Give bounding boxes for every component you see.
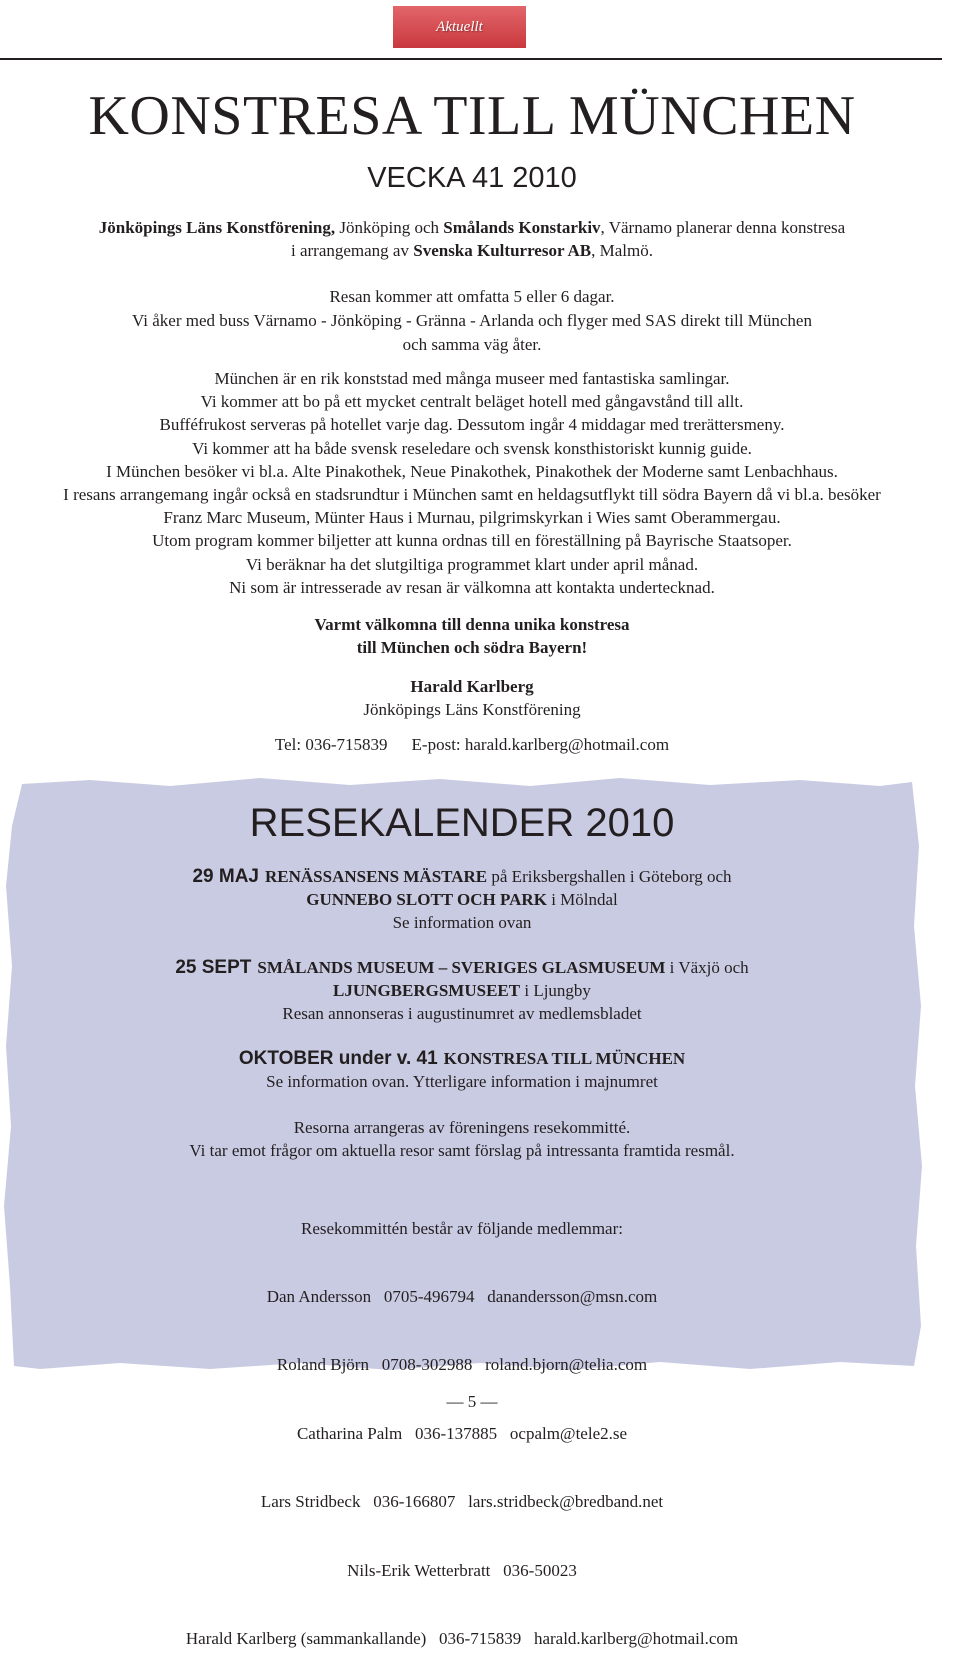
calendar-info [0, 1116, 924, 1162]
text-line: Vi tar emot frågor om aktuella resor samt förslag på intressanta framtida resmål. [189, 1141, 735, 1160]
text-line: Vi kommer att ha både svensk reseledare och svensk konsthistoriskt kunnig guide. [192, 438, 752, 458]
intro-line [0, 239, 944, 262]
text-line: Vi kommer att bo på ett mycket centralt beläget hotell med gångavstånd till allt. [200, 392, 744, 412]
calendar-title: RESEKALENDER 2010 [249, 801, 675, 845]
org-name: Jönköpings Läns Konstförening, [98, 218, 336, 237]
committee-list [0, 1172, 924, 1674]
event-note: Resan annonseras i augustinumret av medlemsbladet [282, 1004, 642, 1023]
committee-member: Nils-Erik Wetterbratt 036-50023 [347, 1560, 577, 1580]
event-venue: SMÅLANDS MUSEUM – SVERIGES GLASMUSEUM [257, 958, 666, 977]
calendar-event [0, 1047, 924, 1093]
text-line: och samma väg åter. [402, 335, 542, 354]
trip-paragraph [0, 285, 944, 357]
event-venue: GUNNEBO SLOTT OCH PARK [306, 890, 547, 909]
event-note: Se information ovan [392, 913, 532, 932]
text-line: I München besöker vi bl.a. Alte Pinakothek, Neue Pinakothek, Pinakothek der Moderne samt Lenbachhaus. [106, 461, 838, 481]
event-line [0, 1047, 924, 1070]
org-name: Svenska Kulturresor AB [413, 241, 592, 260]
page-number: — 5 — [446, 1392, 498, 1411]
event-text: i Mölndal [546, 890, 618, 909]
event-venue: KONSTRESA TILL MÜNCHEN [443, 1049, 686, 1068]
text-line: Vi åker med buss Värnamo - Jönköping - Gränna - Arlanda och flyger med SAS direkt till München [132, 311, 812, 330]
event-line [0, 888, 924, 911]
event-venue: RENÄSSANSENS MÄSTARE [264, 867, 488, 886]
intro-text: Jönköping och [335, 218, 444, 237]
text-line: Franz Marc Museum, Münter Haus i Murnau, pilgrimskyrkan i Wies samt Oberammergau. [163, 508, 781, 528]
calendar-event [0, 956, 924, 1025]
committee-member: Harald Karlberg (sammankallande) 036-715839 harald.karlberg@hotmail.com [185, 1628, 739, 1648]
text-line: Vi beräknar ha det slutgiltiga programmet klart under april månad. [245, 554, 699, 574]
event-date: 25 SEPT [175, 957, 252, 978]
committee-member: Dan Andersson 0705-496794 danandersson@msn.com [266, 1286, 658, 1306]
intro-text: , Malmö. [591, 241, 653, 260]
event-line [0, 956, 924, 979]
text-line: Resorna arrangeras av föreningens resekommitté. [293, 1118, 631, 1137]
contact-line [0, 733, 944, 757]
header-rule [0, 58, 942, 60]
committee-member: Lars Stridbeck 036-166807 lars.stridbeck@bredband.net [260, 1492, 664, 1512]
event-venue: LJUNGBERGSMUSEET [333, 981, 521, 1000]
text-line: till München och södra Bayern! [356, 638, 588, 657]
event-text: på Eriksbergshallen i Göteborg och [487, 867, 732, 886]
event-date: 29 MAJ [192, 866, 259, 887]
text-line: Utom program kommer biljetter att kunna ordnas till en föreställning på Bayrische Staatsoper. [152, 531, 792, 551]
text-line: Varmt välkomna till denna unika konstresa [314, 615, 630, 634]
committee-member: Catharina Palm 036-137885 ocpalm@tele2.se [296, 1423, 628, 1443]
intro-text: , Värnamo planerar denna konstresa [600, 218, 846, 237]
signature-org: Jönköpings Läns Konstförening [363, 700, 581, 719]
committee-member: Roland Björn 0708-302988 roland.bjorn@telia.com [276, 1355, 648, 1375]
text-line: Resan kommer att omfatta 5 eller 6 dagar. [329, 287, 615, 306]
signature-name: Harald Karlberg [410, 677, 534, 696]
page-subtitle: VECKA 41 2010 [367, 162, 577, 194]
text-line: Bufféfrukost serveras på hotellet varje dag. Dessutom ingår 4 middagar med trerättersmeny. [159, 415, 785, 435]
phone-number: Tel: 036-715839 [274, 735, 388, 754]
text-line: I resans arrangemang ingår också en stadsrundtur i München samt en heldagsutflykt till södra Bayern då vi bl.a. besöker [63, 485, 881, 505]
text-line: München är en rik konststad med många museer med fantastiska samlingar. [214, 369, 730, 388]
intro-paragraph [0, 216, 944, 262]
event-line [0, 979, 924, 1002]
page-title: KONSTRESA TILL MÜNCHEN [88, 85, 856, 147]
event-text: i Ljungby [520, 981, 591, 1000]
event-note: Se information ovan. Ytterligare information i majnumret [266, 1072, 658, 1091]
intro-text: i arrangemang av [290, 241, 414, 260]
welcome-text [0, 613, 944, 659]
event-text: i Växjö och [665, 958, 749, 977]
signature [0, 675, 944, 721]
org-name: Smålands Konstarkiv [443, 218, 601, 237]
committee-intro: Resekommittén består av följande medlemmar: [301, 1218, 623, 1238]
event-line [0, 865, 924, 888]
event-date: OKTOBER under v. 41 [238, 1048, 438, 1069]
text-line: Ni som är intresserade av resan är välkomna att kontakta undertecknad. [229, 577, 715, 597]
email-address: E-post: harald.karlberg@hotmail.com [411, 735, 670, 754]
details-paragraph [0, 367, 944, 599]
section-tag: Aktuellt [393, 6, 526, 48]
calendar-event [0, 865, 924, 934]
intro-line [0, 216, 944, 239]
